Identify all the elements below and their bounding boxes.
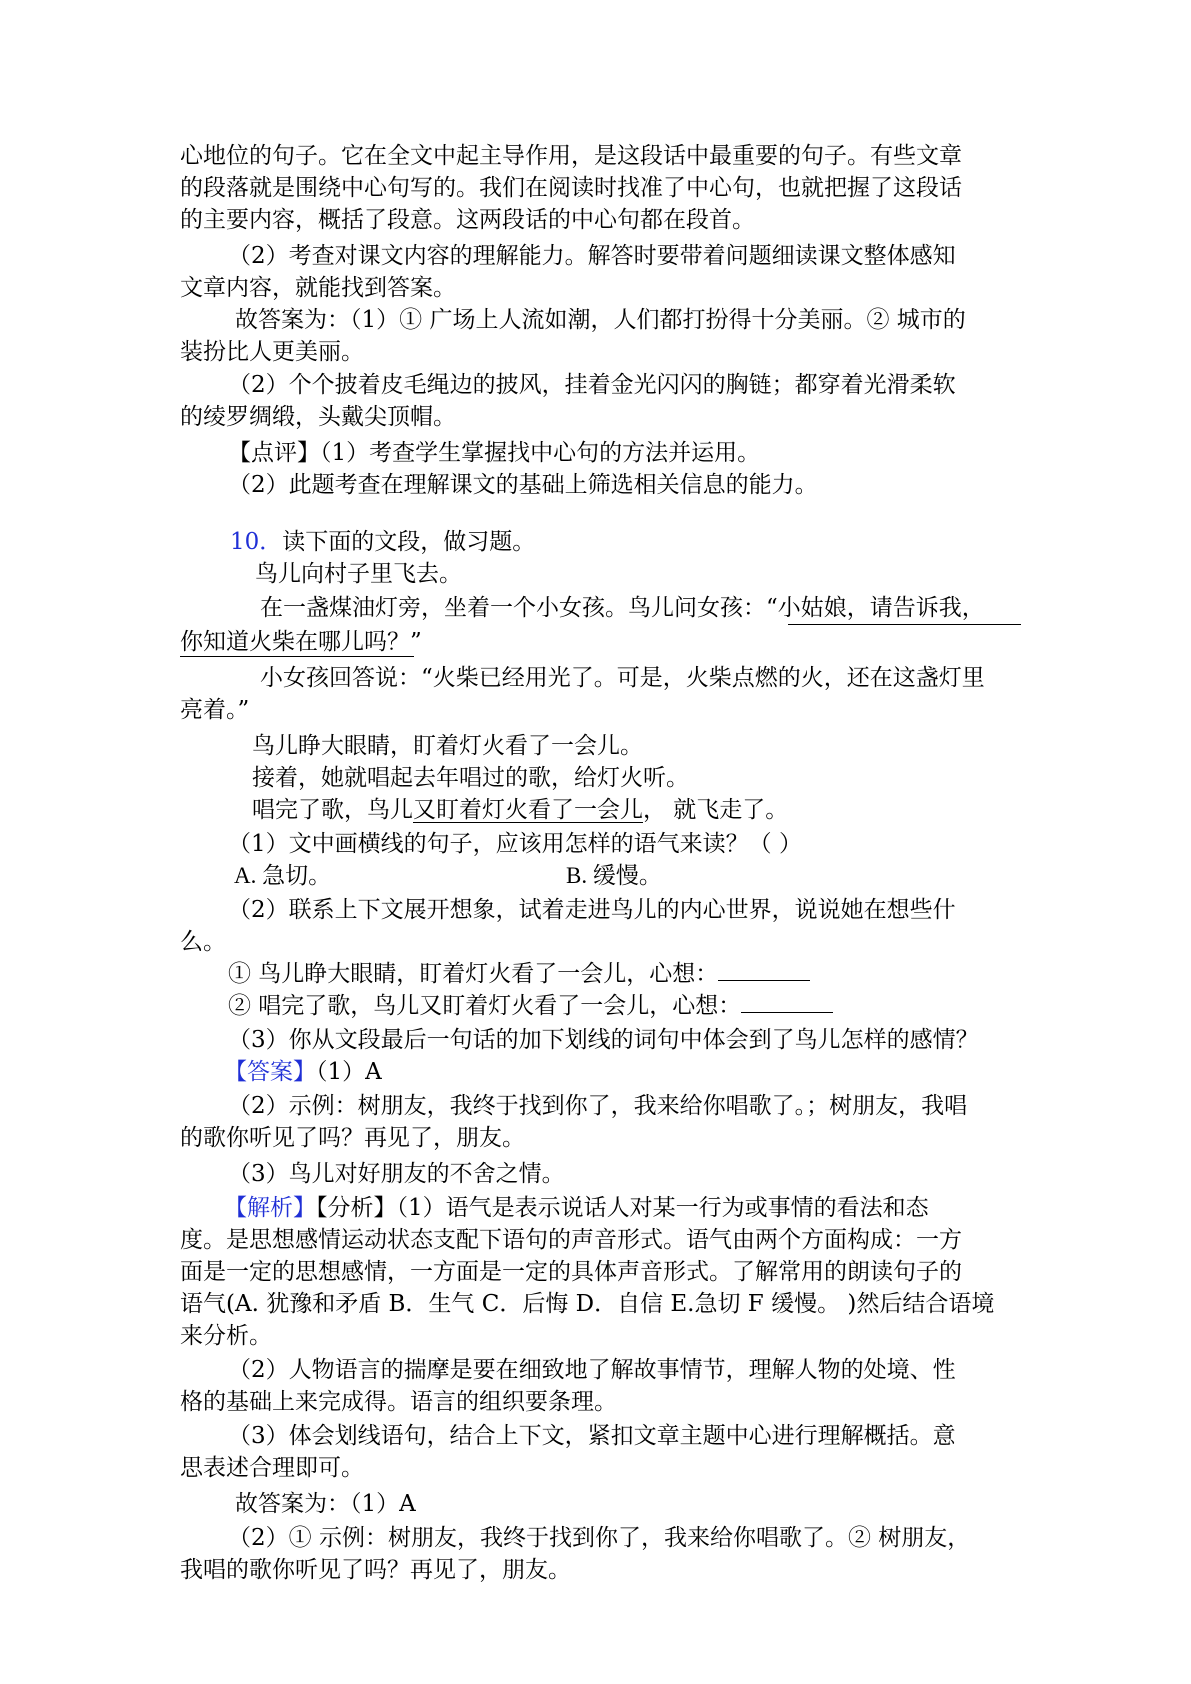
fill-line-2	[228, 990, 833, 1022]
analysis-line: 度。是思想感情运动状态支配下语句的声音形式。语气由两个方面构成：一方	[180, 1227, 962, 1253]
passage-line: 亮着。”	[180, 697, 250, 723]
text-line: 的绫罗绸缎，头戴尖顶帽。	[180, 404, 456, 430]
underlined-phrase: 又盯着灯火看了一会儿	[413, 797, 643, 823]
analysis-line: （2）① 示例：树朋友，我终于找到你了，我来给你唱歌了。② 树朋友，	[228, 1525, 971, 1551]
text-line: 故答案为：（1）① 广场上人流如潮，人们都打扮得十分美丽。② 城市的	[235, 307, 966, 333]
analysis-text: 【分析】（1）语气是表示说话人对某一行为或事情的看法和态	[316, 1195, 929, 1221]
analysis-line: 格的基础上来完成得。语言的组织要条理。	[180, 1389, 617, 1415]
question-title: 读下面的文段，做习题。	[282, 529, 536, 555]
text-line: 装扮比人更美丽。	[180, 339, 364, 365]
analysis-line: 来分析。	[180, 1323, 272, 1349]
passage-line: 你知道火柴在哪儿吗？”	[180, 629, 422, 655]
analysis-line: 我唱的歌你听见了吗？再见了，朋友。	[180, 1557, 571, 1583]
passage-line: 鸟儿向村子里飞去。	[255, 561, 462, 587]
passage-line: 小女孩回答说：“火柴已经用光了。可是，火柴点燃的火，还在这盏灯里	[260, 665, 985, 691]
text-line: 的段落就是围绕中心句写的。我们在阅读时找准了中心句，也就把握了这段话	[180, 175, 962, 201]
answer-line: （2）示例：树朋友，我终于找到你了，我来给你唱歌了。；树朋友，我唱	[228, 1093, 968, 1119]
text-line: 心地位的句子。它在全文中起主导作用，是这段话中最重要的句子。有些文章	[180, 143, 962, 169]
option-a: A. 急切。	[234, 863, 332, 888]
analysis-line: 面是一定的思想感情，一方面是一定的具体声音形式。了解常用的朗读句子的	[180, 1259, 962, 1285]
text-line: （2）考查对课文内容的理解能力。解答时要带着问题细读课文整体感知	[228, 243, 956, 269]
fill-line-1	[228, 958, 810, 990]
analysis-line: 故答案为：（1）A	[235, 1491, 416, 1517]
sub-question-1: （1）文中画横线的句子，应该用怎样的语气来读？（ ）	[228, 831, 802, 857]
underline-rule	[180, 656, 414, 657]
passage-text: 唱完了歌，鸟儿	[252, 797, 413, 823]
text-line: （2）此题考查在理解课文的基础上筛选相关信息的能力。	[228, 472, 818, 498]
answer-blank	[741, 992, 833, 1013]
analysis-line: 思表述合理即可。	[180, 1455, 364, 1481]
fill-prompt: ① 鸟儿睁大眼睛，盯着灯火看了一会儿，心想：	[228, 961, 719, 987]
passage-line: 在一盏煤油灯旁，坐着一个小女孩。鸟儿问女孩：“小姑娘，请告诉我，	[260, 595, 985, 621]
underline-rule	[788, 624, 1021, 625]
sub-question-2: （2）联系上下文展开想象，试着走进鸟儿的内心世界，说说她在想些什	[228, 897, 956, 923]
analysis-line	[224, 1192, 929, 1224]
passage-text: ， 就飞走了。	[643, 797, 789, 823]
review-line: 【点评】（1）考查学生掌握找中心句的方法并运用。	[228, 440, 761, 466]
answer-line	[224, 1056, 382, 1088]
answer-text: （1）A	[316, 1059, 382, 1085]
fill-prompt: ② 唱完了歌，鸟儿又盯着灯火看了一会儿，心想：	[228, 993, 742, 1019]
text-line: 文章内容，就能找到答案。	[180, 275, 456, 301]
text-line: 的主要内容，概括了段意。这两段话的中心句都在段首。	[180, 207, 755, 233]
sub-question-2-cont: 么。	[180, 929, 226, 955]
analysis-line: （2）人物语言的揣摩是要在细致地了解故事情节，理解人物的处境、性	[228, 1357, 956, 1383]
answer-blank	[718, 960, 810, 981]
answer-tag: 【答案】	[224, 1059, 316, 1085]
text-line: （2）个个披着皮毛绳边的披风，挂着金光闪闪的胸链；都穿着光滑柔软	[228, 372, 956, 398]
answer-line: 的歌你听见了吗？再见了，朋友。	[180, 1125, 525, 1151]
passage-line: 接着，她就唱起去年唱过的歌，给灯火听。	[252, 765, 689, 791]
passage-line-underlined	[252, 794, 788, 826]
question-10-heading	[230, 526, 535, 558]
answer-line: （3）鸟儿对好朋友的不舍之情。	[228, 1161, 565, 1187]
analysis-line: （3）体会划线语句，结合上下文，紧扣文章主题中心进行理解概括。意	[228, 1423, 956, 1449]
question-number: 10．	[230, 529, 283, 555]
option-b: B. 缓慢。	[566, 863, 662, 888]
passage-line: 鸟儿睁大眼睛，盯着灯火看了一会儿。	[252, 733, 643, 759]
analysis-line: 语气(A. 犹豫和矛盾 B．生气 C．后悔 D．自信 E.急切 F 缓慢。 )然后结合语境	[180, 1291, 995, 1317]
sub-question-3: （3）你从文段最后一句话的加下划线的词句中体会到了鸟儿怎样的感情？	[228, 1027, 979, 1053]
analysis-tag: 【解析】	[224, 1195, 316, 1221]
